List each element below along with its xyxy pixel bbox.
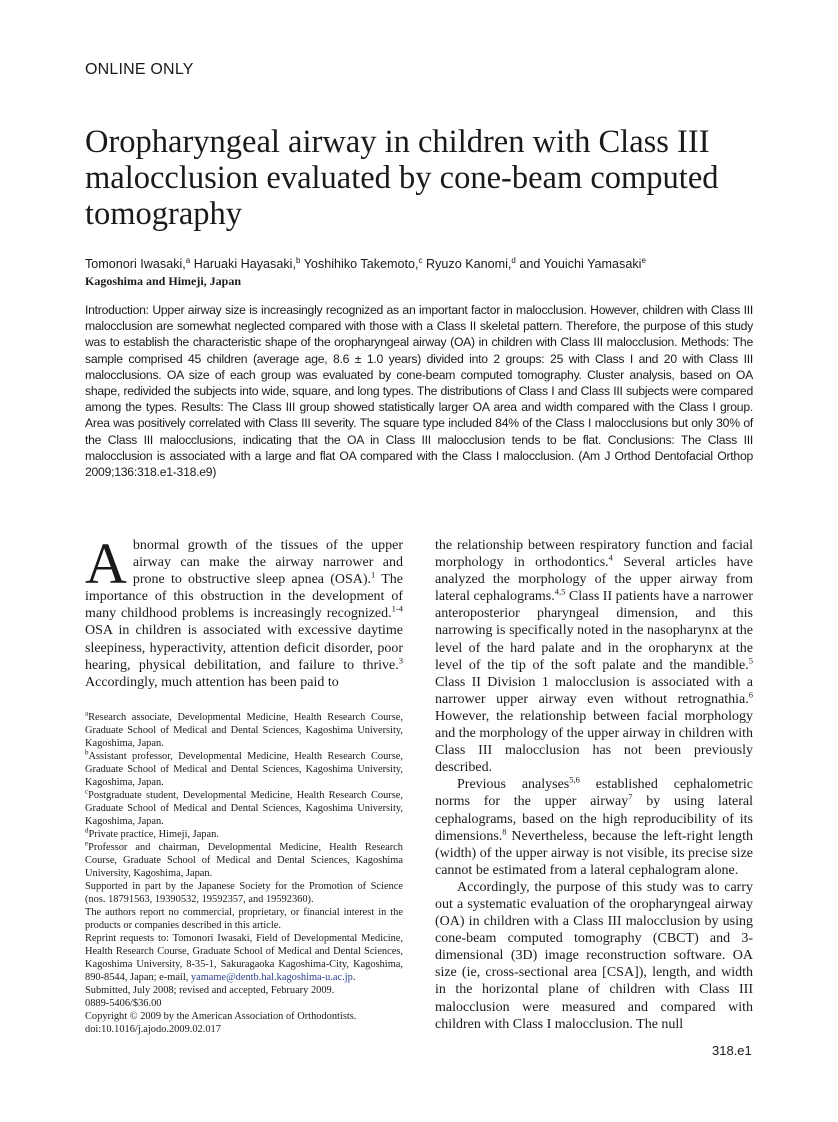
affiliation-mark: b	[295, 256, 301, 265]
affiliation-footnote	[85, 789, 403, 828]
affiliation-footnote	[85, 711, 403, 750]
citation-ref[interactable]: 7	[628, 791, 633, 802]
reprint-note	[85, 932, 403, 984]
citation-ref[interactable]: 3	[398, 655, 403, 665]
body-text: The importance of this obstruction in the development of many childhood problems is increasingly recognized.	[85, 572, 403, 622]
body-text: Previous analyses	[457, 777, 570, 793]
citation-ref[interactable]: 8	[502, 825, 507, 836]
body-text: Class II patients have a narrower anteroposterior pharyngeal dimension, and this narrowing is specifically noted in the nasopharynx at the level of the hard palate and in the oropharynx at the level of the tip of the soft palate and the mandible.	[435, 589, 754, 673]
page-number: 318.e1	[712, 1043, 752, 1058]
doi[interactable]: doi:10.1016/j.ajodo.2009.02.017	[85, 1024, 221, 1035]
footnote-text: Postgraduate student, Developmental Medicine, Health Research Course, Graduate School of Medical and Dental Sciences, Kagoshima University, Kagoshima, Japan.	[85, 790, 403, 827]
citation-ref[interactable]: 1	[371, 569, 376, 580]
footnote-mark: a	[85, 709, 89, 718]
citation-ref[interactable]: 5,6	[569, 774, 580, 785]
footnote-mark: b	[85, 748, 89, 757]
body-text: Class II Division 1 malocclusion is associated with a narrower upper airway even without retrognathia.	[435, 674, 753, 707]
body-text: the relationship between respiratory function and facial morphology in orthodontics.	[435, 538, 753, 571]
affiliation-footnote	[85, 828, 403, 841]
body-text: Accordingly, the purpose of this study was to carry out a systematic evaluation of the oropharyngeal airway (OA) in children with a Class III malocclusion by using cone-beam computed tomography (CBCT) and 3-dimensional (3D) image reconstruction software. OA size (ie, cross-sectional area [CSA]), length, and width in the horizontal plane of children with Class III malocclusion were measured and compared with children with Class I malocclusion. The null	[435, 879, 753, 1032]
footnote-text: Professor and chairman, Developmental Medicine, Health Research Course, Graduate School of Medical and Dental Sciences, Kagoshima University, Kagoshima, Japan.	[85, 842, 403, 879]
citation-ref[interactable]: 4,5	[554, 586, 566, 597]
intro-paragraph-3	[435, 776, 753, 879]
author-name: Haruaki Hayasaki,	[193, 257, 296, 272]
footnote-text: Private practice, Himeji, Japan.	[88, 829, 219, 840]
submission-dates: Submitted, July 2008; revised and accepted, February 2009.	[85, 985, 335, 996]
funding-note: Supported in part by the Japanese Society for the Promotion of Science (nos. 18791563, 19390532, 19592357, and 19592360).	[85, 881, 403, 905]
email-link[interactable]: yamame@dentb.hal.kagoshima-u.ac.jp	[190, 972, 353, 983]
author-name: Yoshihiko Takemoto,	[303, 257, 419, 272]
footnote-mark: c	[85, 787, 89, 796]
intro-paragraph-1	[85, 531, 403, 691]
author-list	[85, 256, 646, 271]
footnote-text: Research associate, Developmental Medicine, Health Research Course, Graduate School of Medical and Dental Sciences, Kagoshima University, Kagoshima, Japan.	[85, 712, 403, 749]
disclosure-note: The authors report no commercial, proprietary, or financial interest in the products or companies described in this article.	[85, 907, 403, 931]
section-label: ONLINE ONLY	[85, 61, 194, 78]
affiliation-mark: e	[641, 256, 646, 265]
author-affiliation: Kagoshima and Himeji, Japan	[85, 274, 242, 288]
body-column-right	[435, 537, 753, 1033]
body-text: Accordingly, much attention has been paid to	[85, 674, 339, 690]
body-text: Several articles have analyzed the morphology of the upper airway from lateral cephalograms.	[435, 555, 754, 605]
author-name: Ryuzo Kanomi,	[426, 257, 512, 272]
intro-paragraph-4	[435, 879, 753, 1033]
affiliation-mark: d	[511, 256, 516, 265]
affiliation-footnote	[85, 841, 403, 880]
footnote-mark: d	[85, 826, 89, 835]
article-title: Oropharyngeal airway in children with Class III malocclusion evaluated by cone-beam computed tomography	[85, 124, 719, 232]
body-text: bnormal growth of the tissues of the upper airway can make the airway narrower and prone to obstructive sleep apnea (OSA).	[132, 538, 403, 588]
citation-ref[interactable]: 1-4	[391, 603, 403, 614]
body-column-left	[85, 531, 403, 691]
issn: 0889-5406/$36.00	[85, 998, 162, 1009]
abstract: Introduction: Upper airway size is increasingly recognized as an important factor in malocclusion. However, children with Class III malocclusion are somewhat neglected compared with those with a Class II skeletal pattern. Therefore, the purpose of this study was to establish the characteristic shape of the oropharyngeal airway (OA) in children with Class III malocclusion. Methods: The sample comprised 45 children (average age, 8.6 ± 1.0 years) divided into 2 groups: 25 with Class I and 20 with Class III malocclusions. OA size of each group was evaluated by cone-beam computed tomography. Cluster analysis, based on OA shape, redivided the subjects into wide, square, and long types. The distributions of Class I and Class III subjects were compared among the types. Results: The Class III group showed statistically larger OA area and width compared with the Class I group. Area was positively correlated with Class III severity. The square type included 84% of the Class I malocclusions but only 30% of the Class III malocclusions, indicating that the OA in Class III malocclusion tends to be flat. Conclusions: The Class III malocclusion is associated with a large and flat OA compared with the Class I malocclusion. (Am J Orthod Dentofacial Orthop 2009;136:318.e1-318.e9)	[85, 303, 753, 480]
affiliation-mark: c	[418, 256, 423, 265]
body-text: established cephalometric norms for the upper airway	[435, 777, 753, 810]
footnotes	[85, 711, 403, 1036]
body-text: OSA in children is associated with excessive daytime sleepiness, hyperactivity, attention deficit disorder, poor hearing, physical debilitation, and failure to thrive.	[85, 623, 403, 673]
drop-cap: A	[85, 531, 127, 596]
reprint-text: Reprint requests to: Tomonori Iwasaki, Field of Developmental Medicine, Health Research Course, Graduate School of Medical and Dental Sciences, Kagoshima University, 8-35-1, Sakuragaoka Kagoshima-City, Kagoshima, 890-8544, Japan; e-mail,	[85, 933, 403, 983]
body-text: However, the relationship between facial morphology and the morphology of the upper airway in children with Class III malocclusion has not been previously described.	[435, 708, 753, 776]
affiliation-footnote	[85, 750, 403, 789]
body-text: by using lateral cephalograms, based on the high reproducibility of its dimensions.	[435, 794, 753, 844]
author-name: Tomonori Iwasaki,	[85, 257, 186, 272]
citation-ref[interactable]: 5	[748, 655, 753, 665]
copyright: Copyright © 2009 by the American Association of Orthodontists.	[85, 1011, 357, 1022]
footnote-mark: e	[85, 839, 89, 848]
affiliation-mark: a	[185, 256, 191, 265]
citation-ref[interactable]: 4	[608, 552, 613, 563]
body-text: Nevertheless, because the left-right length (width) of the upper airway is not visible, its precise size cannot be estimated from a lateral cephalogram alone.	[435, 828, 753, 878]
citation-ref[interactable]: 6	[748, 689, 753, 700]
intro-paragraph-2	[435, 537, 753, 776]
author-name: and Youichi Yamasaki	[519, 257, 642, 272]
reprint-end: .	[352, 972, 356, 983]
footnote-text: Assistant professor, Developmental Medicine, Health Research Course, Graduate School of Medical and Dental Sciences, Kagoshima University, Kagoshima, Japan.	[85, 751, 403, 788]
